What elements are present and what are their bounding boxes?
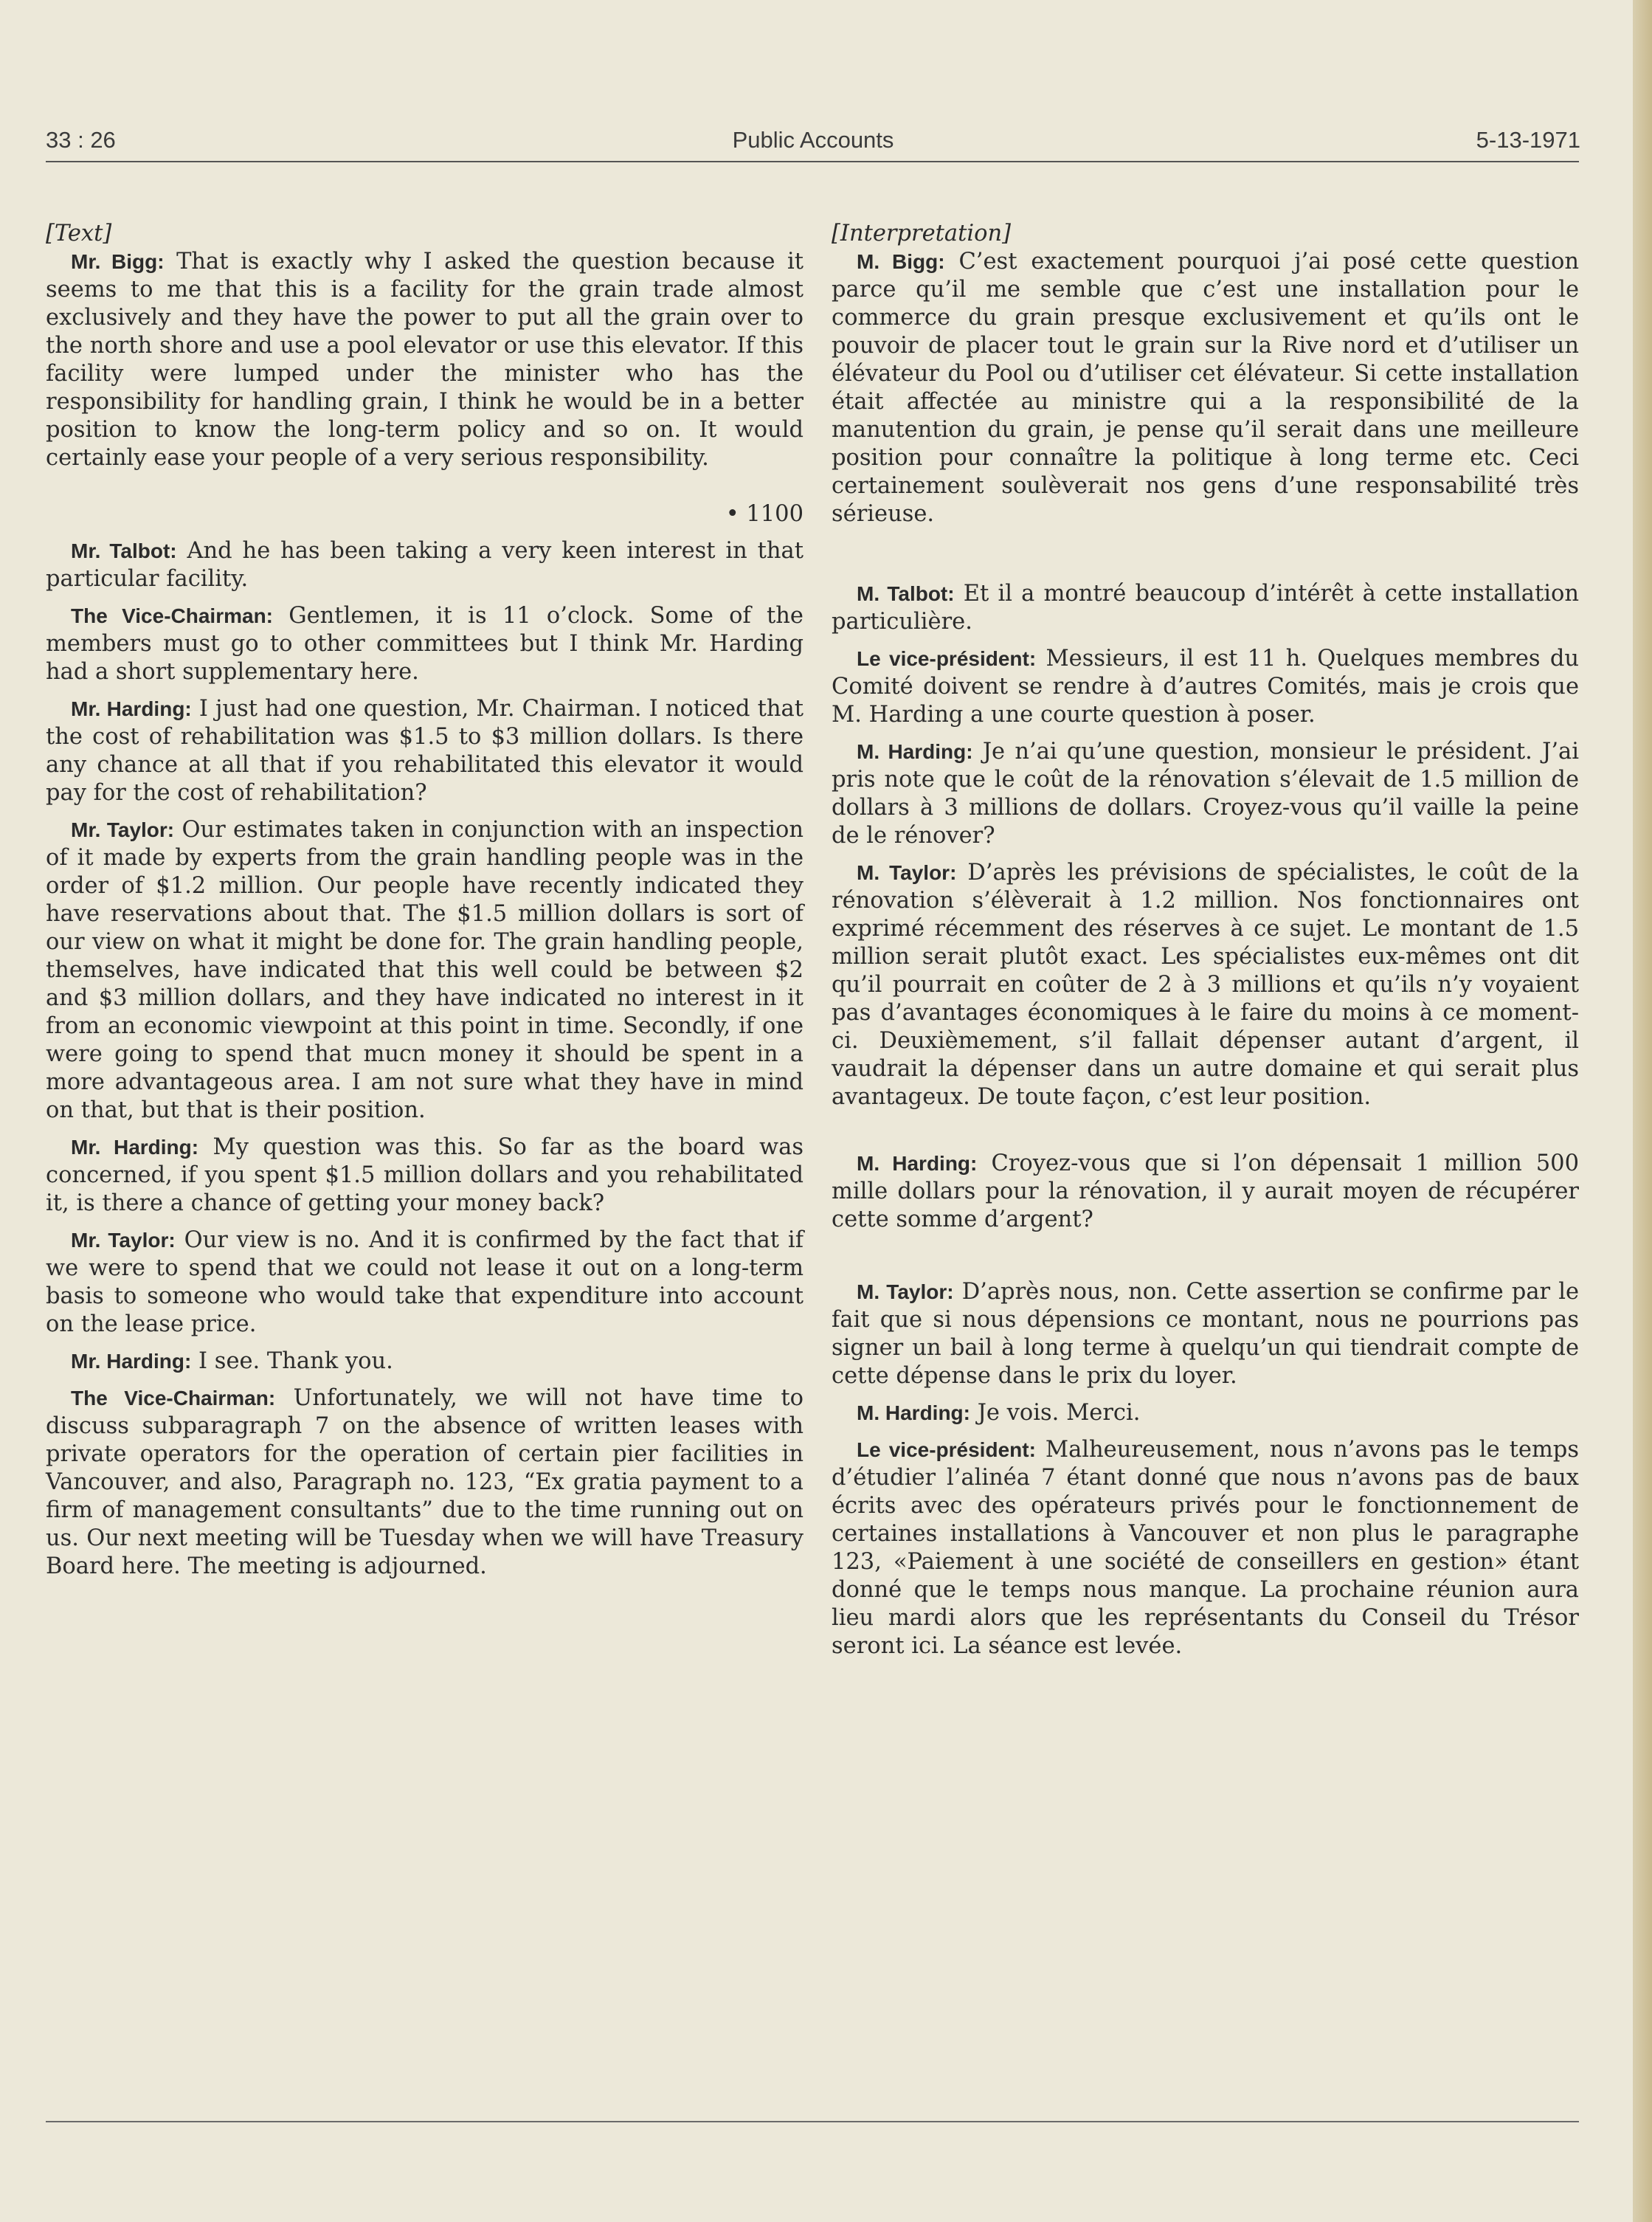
transcript-paragraph: [832, 859, 1579, 1111]
speaker-name: Mr. Talbot:: [71, 539, 177, 562]
footer-rule: [46, 2121, 1579, 2122]
speaker-name: Mr. Harding:: [71, 1136, 199, 1159]
transcript-paragraph: [46, 1384, 803, 1581]
time-marker: • 1100: [725, 501, 803, 527]
speech-text: And he has been taking a very keen interest in that particular facility.: [46, 538, 803, 592]
speaker-name: Mr. Harding:: [71, 697, 192, 720]
transcript-paragraph: [46, 816, 803, 1125]
column-tag: [Text]: [46, 221, 112, 246]
transcript-paragraph: [46, 1348, 803, 1376]
speaker-name: M. Taylor:: [857, 861, 957, 884]
speaker-name: M. Harding:: [857, 1401, 970, 1424]
french-column: [832, 220, 1579, 1669]
speech-text: Our estimates taken in conjunction with an inspection of it made by experts from the grain handling people was in the order of $1.2 million. Our people have recently indicated they have reservations about that. The $1.5 million dollars is sort of our view on what it might be done for. The grain handling people, themselves, have indicated that this well could be between $2 and $3 million dollars, and they have indicated no interest in it from an economic viewpoint at this point in time. Secondly, if one were going to spend that mucn money it should be spent in a more advantageous area. I am not sure what they have in mind on that, but that is their position.: [46, 817, 803, 1123]
speaker-name: Mr. Harding:: [71, 1350, 192, 1373]
transcript-paragraph: [46, 248, 803, 472]
speech-text: Je n’ai qu’une question, monsieur le président. J’ai pris note que le coût de la rénovation s’élevait de 1.5 million de dollars à 3 millions de dollars. Croyez-vous qu’il vaille la peine de le rénover?: [832, 739, 1579, 849]
speech-text: Our view is no. And it is confirmed by the fact that if we were to spend that we could not lease it out on a long-term basis to someone who would take that expenditure into account on the lease price.: [46, 1227, 803, 1337]
transcript-paragraph: [832, 1436, 1579, 1660]
speech-text: My question was this. So far as the board was concerned, if you spent $1.5 million dollars and you rehabilitated it, is there a chance of getting your money back?: [46, 1134, 804, 1216]
speaker-name: M. Taylor:: [857, 1280, 954, 1303]
speech-text: Malheureusement, nous n’avons pas le temps d’étudier l’alinéa 7 étant donné que nous n’avons pas de baux écrits avec des opérateurs privés pour le fonctionnement de certaines installations à Vancouver et non plus le paragraphe 123, «Paiement à une société de conseillers en gestion» étant donné que le temps nous manque. La prochaine réunion aura lieu mardi alors que les représentants du Conseil du Trésor seront ici. La séance est levée.: [832, 1437, 1579, 1659]
speech-text: Messieurs, il est 11 h. Quelques membres du Comité doivent se rendre à d’autres Comités, mais je crois que M. Harding a une courte question à poser.: [832, 646, 1579, 728]
transcript-paragraph: [832, 580, 1579, 636]
speech-text: Gentlemen, it is 11 o’clock. Some of the members must go to other committees but I think Mr. Harding had a short supplementary here.: [46, 603, 803, 685]
english-column: [46, 220, 803, 1590]
speaker-name: Le vice-président:: [857, 647, 1037, 670]
speaker-name: Le vice-président:: [857, 1438, 1036, 1461]
speaker-name: M. Harding:: [857, 1152, 978, 1175]
transcript-paragraph: [832, 1278, 1579, 1390]
page-binding-edge: [1633, 0, 1652, 2222]
transcript-paragraph: [832, 1150, 1579, 1234]
speech-text: That is exactly why I asked the question because it seems to me that this is a facility for the grain trade almost exclusively and they have the power to put all the grain over to the north shore and use a pool elevator or use this elevator. If this facility were lumped under the minister who has the responsibility for handling grain, I think he would be in a better position to know the long-term policy and so on. It would certainly ease your people of a very serious responsibility.: [46, 249, 803, 471]
page-date: 5-13-1971: [1476, 127, 1580, 153]
transcript-paragraph: [46, 537, 803, 593]
transcript-paragraph: [832, 645, 1579, 729]
speech-text: C’est exactement pourquoi j’ai posé cette question parce qu’il me semble que c’est une installation pour le commerce du grain presque exclusivement et qu’ils ont le pouvoir de placer tout le grain sur la Rive nord et d’utiliser un élévateur du Pool ou d’utiliser cet élévateur. Si cette installation était affectée au ministre qui a la responsibilité de la manutention du grain, je pense qu’il serait dans une meilleure position pour connaître la politique à long terme etc. Ceci certainement soulèverait nos gens d’une responsabilité très sérieuse.: [832, 249, 1579, 527]
speaker-name: M. Harding:: [857, 740, 973, 763]
transcript-paragraph: [832, 248, 1579, 528]
speech-text: I just had one question, Mr. Chairman. I noticed that the cost of rehabilitation was $1.5 to $3 million dollars. Is there any chance at all that if you rehabilitated this elevator it would pay for the cost of rehabilitation?: [46, 696, 803, 806]
speech-text: Et il a montré beaucoup d’intérêt à cette installation particulière.: [832, 581, 1579, 635]
transcript-paragraph: [46, 1226, 803, 1339]
transcript-paragraph: [46, 1134, 803, 1218]
speech-text: Je vois. Merci.: [977, 1400, 1141, 1426]
speaker-name: Mr. Taylor:: [71, 818, 175, 841]
speaker-name: The Vice-Chairman:: [71, 1387, 276, 1410]
transcript-paragraph: [46, 602, 803, 686]
speech-text: I see. Thank you.: [198, 1348, 393, 1374]
speech-text: Croyez-vous que si l’on dépensait 1 million 500 mille dollars pour la rénovation, il y aurait moyen de récupérer cette somme d’argent?: [832, 1150, 1579, 1232]
header-rule: [46, 161, 1579, 162]
speech-text: D’après nous, non. Cette assertion se confirme par le fait que si nous dépensions ce montant, nous ne pourrions pas signer un bail à long terme à quelqu’un qui tiendrait compte de cette dépense dans le prix du loyer.: [832, 1279, 1580, 1389]
page-number: 33 : 26: [46, 127, 116, 153]
speaker-name: The Vice-Chairman:: [71, 604, 273, 627]
publication-title: Public Accounts: [732, 127, 894, 153]
speaker-name: Mr. Taylor:: [71, 1229, 176, 1252]
speech-text: D’après les prévisions de spécialistes, le coût de la rénovation s’élèverait à 1.2 million. Nos fonctionnaires ont exprimé récemment des réserves à ce sujet. Le montant de 1.5 million serait plutôt exact. Les spécialistes eux-mêmes ont dit qu’il pourrait en coûter de 2 à 3 millions et qu’ils n’y voyaient pas d’avantages économiques à le faire du moins à ce moment-ci. Deuxièmement, s’il fallait dépenser autant d’argent, il vaudrait la dépenser dans un autre domaine et qui serait plus avantageux. De toute façon, c’est leur position.: [832, 860, 1580, 1110]
speaker-name: M. Talbot:: [857, 582, 955, 605]
transcript-paragraph: [832, 738, 1579, 850]
speech-text: Unfortunately, we will not have time to discuss subparagraph 7 on the absence of written leases with private operators for the operation of certain pier facilities in Vancouver, and also, Paragraph no. 123, “Ex gratia payment to a firm of management consultants” due to the time running out on us. Our next meeting will be Tuesday when we will have Treasury Board here. The meeting is adjourned.: [46, 1385, 803, 1579]
transcript-paragraph: [832, 1399, 1579, 1427]
speaker-name: Mr. Bigg:: [71, 250, 165, 273]
speaker-name: M. Bigg:: [857, 250, 945, 273]
transcript-paragraph: [46, 695, 803, 807]
page-header: [46, 127, 1580, 161]
column-tag: [Interpretation]: [832, 221, 1011, 246]
